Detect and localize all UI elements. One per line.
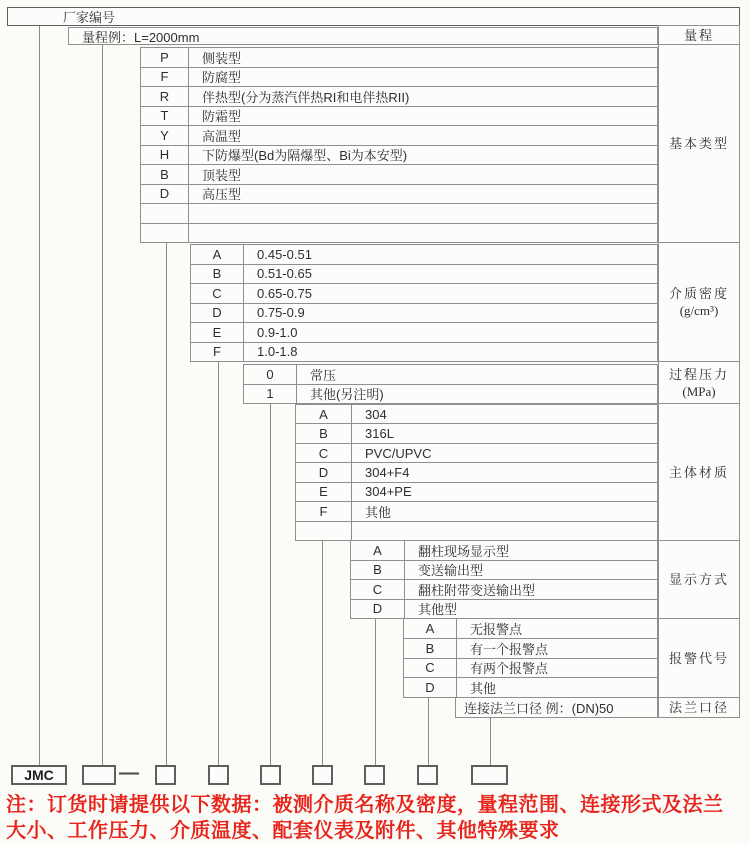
table-row-empty — [141, 224, 657, 243]
ordering-note-line2: 大小、工作压力、介质温度、配套仪表及附件、其他特殊要求 — [6, 820, 560, 842]
side-label-text: 过程压力 — [668, 366, 729, 382]
table-row — [296, 463, 657, 482]
side-label-text: 法兰口径 — [668, 700, 729, 715]
connector-line-flange — [490, 718, 491, 766]
code-box-density — [208, 765, 229, 785]
desc-cell: 1.0-1.8 — [257, 344, 298, 360]
table-row — [191, 323, 657, 343]
range-example-row — [68, 27, 658, 45]
table-row — [191, 284, 657, 304]
code-box-basic-type — [155, 765, 176, 785]
table-row — [404, 678, 657, 697]
desc-cell: 0.51-0.65 — [257, 266, 312, 282]
connector-line-basic-type — [166, 243, 167, 766]
code-cell — [141, 224, 189, 243]
table-row — [296, 444, 657, 463]
desc-cell: 304 — [365, 406, 387, 422]
desc-cell: 304+F4 — [365, 464, 410, 480]
side-label-text: 介质密度 — [668, 286, 729, 301]
code-box-alarm — [417, 765, 438, 785]
code-cell: D — [191, 304, 244, 323]
side-label-unit: (MPa) — [682, 383, 716, 399]
desc-cell: 0.65-0.75 — [257, 285, 312, 301]
connector-line-density — [218, 362, 219, 766]
code-cell: E — [296, 483, 352, 501]
table-row — [351, 600, 657, 619]
table-row — [404, 619, 657, 639]
table-row — [404, 639, 657, 659]
model-prefix-box — [11, 765, 67, 785]
side-label-unit: (g/cm³) — [679, 303, 719, 318]
desc-cell: 其他型 — [418, 602, 458, 618]
display-mode-table — [350, 540, 658, 619]
code-box-range — [82, 765, 116, 785]
code-cell: D — [404, 678, 457, 697]
ordering-note-line1: 注：订货时请提供以下数据：被测介质名称及密度，量程范围、连接形式及法兰 — [6, 794, 724, 816]
manufacturer-number-row — [7, 7, 740, 26]
code-cell — [296, 522, 352, 540]
table-row — [191, 265, 657, 285]
table-row — [141, 68, 657, 88]
table-row — [141, 185, 657, 205]
desc-cell: 其他 — [365, 504, 392, 520]
table-row — [191, 245, 657, 265]
desc-cell: 伴热型(分为蒸汽伴热RI和电伴热RII) — [202, 89, 410, 105]
connector-line-manufacturer — [39, 26, 40, 766]
desc-cell: 316L — [365, 426, 394, 442]
desc-cell: 其他 — [470, 681, 497, 697]
table-row — [351, 541, 657, 561]
desc-cell: 侧装型 — [202, 50, 242, 66]
alarm-code-table — [403, 618, 658, 698]
table-row — [404, 659, 657, 679]
side-label-text: 主体材质 — [668, 464, 729, 480]
table-row — [244, 385, 657, 404]
code-cell: B — [141, 165, 189, 184]
side-label-medium-density — [658, 242, 740, 362]
desc-cell: 翻柱附带变送输出型 — [418, 582, 536, 598]
body-material-table — [295, 404, 658, 541]
manufacturer-number-label: 厂家编号 — [63, 10, 116, 25]
code-cell: 0 — [244, 365, 297, 384]
code-box-flange — [471, 765, 508, 785]
side-label-process-pressure — [658, 361, 740, 404]
code-box-pressure — [260, 765, 281, 785]
connector-line-material — [322, 541, 323, 766]
code-cell — [141, 204, 189, 223]
code-cell: B — [351, 561, 405, 580]
desc-cell: 0.75-0.9 — [257, 305, 305, 321]
table-row-empty — [296, 522, 657, 540]
side-label-text: 报警代号 — [668, 650, 729, 666]
desc-cell: 防腐型 — [202, 70, 242, 86]
code-box-display — [364, 765, 385, 785]
desc-cell — [189, 204, 657, 223]
table-row — [351, 580, 657, 600]
connector-line-range — [102, 44, 103, 766]
table-row — [141, 165, 657, 185]
code-cell: 1 — [244, 385, 297, 404]
table-row — [141, 146, 657, 166]
code-cell: Y — [141, 126, 189, 145]
side-label-basic-type — [658, 44, 740, 243]
code-cell: B — [296, 424, 352, 442]
code-cell: D — [296, 463, 352, 481]
code-cell: P — [141, 48, 189, 67]
model-code-dash: — — [119, 762, 139, 784]
side-label-display-mode — [658, 540, 740, 619]
table-row — [296, 483, 657, 502]
desc-cell: 0.45-0.51 — [257, 246, 312, 262]
table-row — [351, 561, 657, 581]
code-cell: E — [191, 323, 244, 342]
desc-cell: 其他(另注明) — [310, 387, 384, 403]
code-cell: F — [296, 502, 352, 520]
table-row — [191, 343, 657, 362]
side-label-range — [658, 25, 740, 45]
desc-cell: 防霜型 — [202, 109, 242, 125]
code-cell: C — [404, 659, 457, 678]
code-cell: A — [404, 619, 457, 638]
desc-cell: 无报警点 — [470, 621, 523, 637]
table-row — [244, 365, 657, 385]
desc-cell — [352, 522, 657, 540]
desc-cell: 304+PE — [365, 484, 412, 500]
table-row — [141, 87, 657, 107]
ordering-note — [6, 792, 748, 844]
medium-density-table — [190, 244, 658, 362]
code-cell: T — [141, 107, 189, 126]
table-row — [141, 126, 657, 146]
connector-line-display — [375, 619, 376, 766]
side-label-body-material — [658, 403, 740, 541]
code-cell: C — [351, 580, 405, 599]
code-cell: A — [191, 245, 244, 264]
model-prefix-text: JMC — [24, 767, 54, 783]
table-row-empty — [141, 204, 657, 224]
code-cell: F — [191, 343, 244, 362]
side-label-text: 基本类型 — [668, 136, 729, 151]
desc-cell — [189, 224, 657, 243]
code-cell: R — [141, 87, 189, 106]
connector-line-pressure — [270, 404, 271, 766]
desc-cell: 有一个报警点 — [470, 641, 549, 657]
desc-cell: 常压 — [310, 367, 337, 383]
table-row — [141, 48, 657, 68]
code-box-material — [312, 765, 333, 785]
code-cell: C — [296, 444, 352, 462]
code-cell: D — [141, 185, 189, 204]
desc-cell: 有两个报警点 — [470, 661, 549, 677]
code-cell: C — [191, 284, 244, 303]
desc-cell: 顶装型 — [202, 167, 242, 183]
side-label-text: 量程 — [683, 27, 714, 43]
desc-cell: 下防爆型(Bd为隔爆型、Bi为本安型) — [202, 148, 408, 164]
code-cell: B — [191, 265, 244, 284]
connector-line-alarm — [428, 698, 429, 766]
code-cell: F — [141, 68, 189, 87]
desc-cell: 高温型 — [202, 128, 242, 144]
side-label-text: 显示方式 — [668, 572, 729, 587]
range-example-label: 量程例：L=2000mm — [82, 29, 200, 45]
desc-cell: 高压型 — [202, 187, 242, 203]
code-cell: B — [404, 639, 457, 658]
desc-cell: 0.9-1.0 — [257, 324, 298, 340]
code-cell: A — [296, 405, 352, 423]
desc-cell: 翻柱现场显示型 — [418, 543, 510, 559]
table-row — [296, 405, 657, 424]
side-label-alarm-code — [658, 618, 740, 698]
table-row — [141, 107, 657, 127]
desc-cell: PVC/UPVC — [365, 445, 432, 461]
basic-type-table — [140, 47, 658, 243]
side-label-flange-size — [658, 697, 740, 718]
code-cell: A — [351, 541, 405, 560]
flange-size-text: 连接法兰口径 例：(DN)50 — [464, 701, 614, 716]
table-row — [191, 304, 657, 324]
code-cell: D — [351, 600, 405, 619]
desc-cell: 变送输出型 — [418, 563, 484, 579]
table-row — [296, 502, 657, 521]
process-pressure-table — [243, 364, 658, 404]
code-cell: H — [141, 146, 189, 165]
table-row — [296, 424, 657, 443]
flange-size-row — [455, 697, 658, 718]
